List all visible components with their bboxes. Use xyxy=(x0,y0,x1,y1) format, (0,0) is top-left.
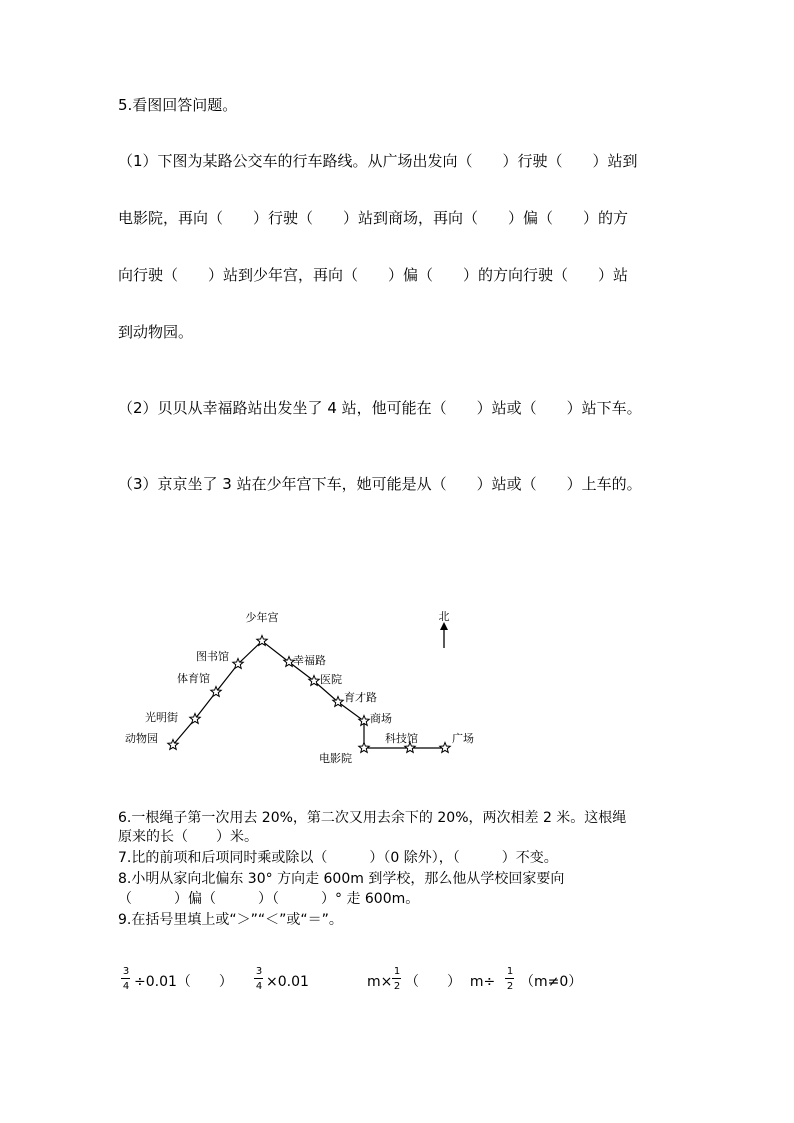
q8-line2: （ ）偏（ ）（ ）° 走 600m。 xyxy=(118,891,420,907)
station-yucailu: 育才路 xyxy=(344,691,377,704)
q5-part1-line3: 向行驶（ ）站到少年宫，再向（ ）偏（ ）的方向行驶（ ）站 xyxy=(118,266,629,284)
q6-line1: 6.一根绳子第一次用去 20%，第二次又用去余下的 20%，两次相差 2 米。这根绳 xyxy=(118,810,627,826)
q9-expr2-a: m× xyxy=(367,974,393,990)
station-kejiguan: 科技馆 xyxy=(385,732,418,745)
star-icon-dianyingyuan xyxy=(359,743,369,753)
q9-frac2-line xyxy=(254,978,263,979)
q9-expr1-b: ×0.01 xyxy=(266,974,309,990)
q5-part3: （3）京京坐了 3 站在少年宫下车，她可能是从（ ）站或（ ）上车的。 xyxy=(118,475,642,493)
station-shaoniangong: 少年宫 xyxy=(245,611,279,624)
q5-part1-line4: 到动物园。 xyxy=(118,323,194,341)
north-label: 北 xyxy=(438,610,450,623)
q9-frac2-den: 4 xyxy=(255,981,263,992)
q8-line1: 8.小明从家向北偏东 30° 方向走 600m 到学校，那么他从学校回家要向 xyxy=(118,871,565,887)
q9-expr1-a: ÷0.01（ ） xyxy=(134,974,233,990)
q5-part1-line1: （1）下图为某路公交车的行车路线。从广场出发向（ ）行驶（ ）站到 xyxy=(118,152,638,170)
station-xingfulu: 幸福路 xyxy=(293,654,326,667)
q9-frac1-line xyxy=(121,978,130,979)
station-guangmingjie: 光明街 xyxy=(145,711,178,724)
q9-frac3-num: 1 xyxy=(393,966,401,977)
q9-frac1-num: 3 xyxy=(122,966,130,977)
star-icon-shangchang xyxy=(359,716,369,726)
station-shangchang: 商场 xyxy=(370,712,392,725)
q6-line2: 原来的长（ ）米。 xyxy=(118,829,258,845)
station-tiyuguan: 体育馆 xyxy=(177,672,210,685)
star-icon-guangchang xyxy=(440,743,450,753)
q5-part1-line2: 电影院，再向（ ）行驶（ ）站到商场，再向（ ）偏（ ）的方 xyxy=(118,209,629,227)
q9-expr2-b: （ ） m÷ xyxy=(405,974,496,990)
q5-part2: （2）贝贝从幸福路站出发坐了 4 站，他可能在（ ）站或（ ）站下车。 xyxy=(118,399,642,417)
q9-frac1-den: 4 xyxy=(122,981,130,992)
q9-frac3-den: 2 xyxy=(393,981,401,992)
q9-frac4-line xyxy=(505,978,514,979)
q7-text: 7.比的前项和后项同时乘或除以（ ）（0 除外），（ ）不变。 xyxy=(118,850,558,866)
q9-frac4-den: 2 xyxy=(506,981,514,992)
station-guangchang: 广场 xyxy=(452,732,474,745)
station-yiyuan: 医院 xyxy=(320,673,342,686)
north-arrow-icon xyxy=(440,622,448,648)
station-dongwuyuan: 动物园 xyxy=(125,732,158,745)
q9-title: 9.在括号里填上或“＞”“＜”或“＝”。 xyxy=(118,912,343,928)
station-tushuguan: 图书馆 xyxy=(196,650,229,663)
q9-frac2-num: 3 xyxy=(255,966,263,977)
q9-frac3-line xyxy=(392,978,401,979)
q5-title: 5.看图回答问题。 xyxy=(118,96,238,114)
station-dianyingyuan: 电影院 xyxy=(319,752,352,765)
q9-frac4-num: 1 xyxy=(506,966,514,977)
q9-expr2-c: （m≠0） xyxy=(520,974,583,990)
